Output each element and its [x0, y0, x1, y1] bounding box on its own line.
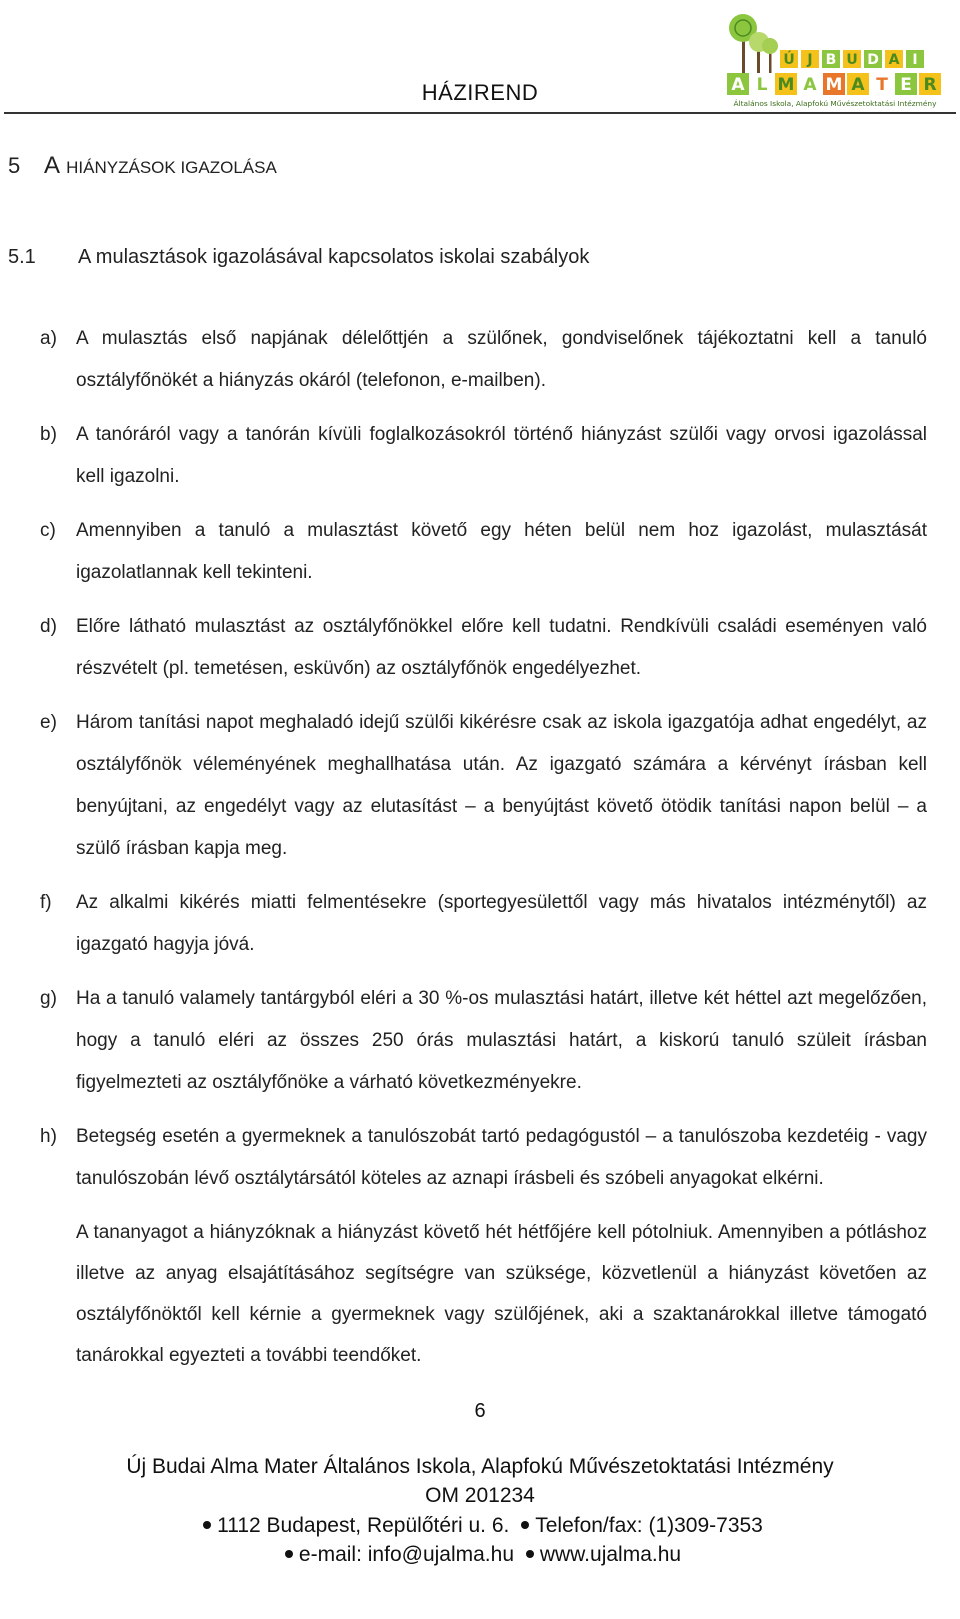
footer-web-line	[0, 1543, 960, 1567]
header-rule	[4, 112, 956, 114]
rules-list	[40, 318, 927, 1376]
svg-text:R: R	[923, 75, 937, 95]
footer-contact-line	[0, 1514, 960, 1538]
list-item	[40, 702, 927, 870]
svg-text:A: A	[851, 75, 865, 95]
svg-text:U: U	[846, 52, 858, 68]
list-item-label: b)	[40, 424, 57, 445]
svg-text:D: D	[867, 52, 879, 68]
list-item-text: A mulasztás első napjának délelőttjén a szülőnek, gondviselőnek tájékoztatni kell a tanuló osztályfőnökét a hiányzás okáról (telefonon, e-mailben).	[76, 328, 927, 391]
svg-text:T: T	[876, 75, 888, 95]
svg-text:M: M	[825, 75, 843, 95]
list-item-label: a)	[40, 328, 57, 349]
svg-text:M: M	[777, 75, 795, 95]
followup-paragraph: A tananyagot a hiányzóknak a hiányzást követő hét hétfőjére kell pótolniuk. Amennyiben a pótláshoz illetve az anyag elsajátításához segítségre van szüksége, közvetlenül a hiányzást követően az osztályfőnöktől kell kérnie a gyermeknek vagy szülőjének, aki a szaktanárokkal illetve támogató tanárokkal egyezteti a további teendőket.	[76, 1222, 927, 1366]
list-item-text: A tanóráról vagy a tanórán kívüli foglalkozásokról történő hiányzást szülői vagy orvosi igazolással kell igazolni.	[76, 424, 927, 487]
list-item-text: Három tanítási napot meghaladó idejű szülői kikérésre csak az iskola igazgatója adhat engedélyt, az osztályfőnök véleményének meghallhatása után. Az igazgató számára a kérvényt írásban kell benyújtani, az engedélyt vagy az elutasítást – a benyújtást követő ötödik tanítási napon belül – a szülő írásban kapja meg.	[76, 712, 927, 859]
list-item	[40, 510, 927, 594]
list-item-text: Ha a tanuló valamely tantárgyból eléri a 30 %-os mulasztási határt, illetve két héttel azt megelőzően, hogy a tanuló eléri az összes 250 órás mulasztási határt, a kiskorú tanuló szüleit írásban figyelmezteti az osztályfőnöke a várható következményekre.	[76, 988, 927, 1093]
list-item	[40, 414, 927, 498]
svg-text:J: J	[807, 52, 813, 68]
chapter-title: HIÁNYZÁSOK IGAZOLÁSA	[66, 158, 277, 177]
logo-tagline: Általános Iskola, Alapfokú Művészetoktatási Intézmény	[733, 99, 937, 108]
svg-text:E: E	[900, 75, 912, 95]
list-item-text: Betegség esetén a gyermeknek a tanulószobát tartó pedagógustól – a tanulószoba kezdetéig - vagy tanulószobán lévő osztálytársától köteles az aznapi írásbeli és szóbeli anyagokat elkérni.	[76, 1126, 927, 1189]
list-item-label: g)	[40, 988, 57, 1009]
svg-text:B: B	[825, 52, 837, 68]
footer-om: OM 201234	[425, 1484, 535, 1507]
logo-trees	[729, 14, 778, 76]
footer-institution: Új Budai Alma Mater Általános Iskola, Alapfokú Művészetoktatási Intézmény	[126, 1455, 834, 1478]
list-item-text: Az alkalmi kikérés miatti felmentésekre (sportegyesülettől vagy más hivatalos intézménytől) az igazgató hagyja jóvá.	[76, 892, 927, 955]
svg-text:Ú: Ú	[783, 52, 795, 68]
footer-phone: Telefon/fax: (1)309-7353	[535, 1514, 763, 1537]
list-item	[40, 1116, 927, 1200]
chapter-first-letter: A	[44, 152, 61, 179]
list-item-text: Amennyiben a tanuló a mulasztást követő egy héten belül nem hoz igazolást, mulasztását igazolatlannak kell tekinteni.	[76, 520, 927, 583]
list-item-label: d)	[40, 616, 57, 637]
svg-text:I: I	[912, 52, 918, 68]
list-item-label: h)	[40, 1126, 57, 1147]
chapter-number: 5	[8, 153, 21, 178]
svg-text:A: A	[888, 52, 900, 68]
list-item-label: e)	[40, 712, 57, 733]
bullet-icon	[526, 1550, 534, 1558]
bullet-icon	[285, 1550, 293, 1558]
logo-bottom-row	[727, 73, 941, 95]
footer-address: 1112 Budapest, Repülőtéri u. 6.	[217, 1514, 510, 1537]
list-item	[40, 606, 927, 690]
list-item-label: f)	[40, 892, 52, 913]
school-logo	[725, 6, 945, 110]
bullet-icon	[521, 1521, 529, 1529]
list-item-label: c)	[40, 520, 56, 541]
page-number: 6	[474, 1400, 486, 1422]
footer-website[interactable]: www.ujalma.hu	[539, 1543, 682, 1566]
svg-text:L: L	[756, 75, 768, 95]
list-item-text: Előre látható mulasztást az osztályfőnökkel előre kell tudatni. Rendkívüli családi eseményen való részvételt (pl. temetésen, esküvőn) az osztályfőnök engedélyezhet.	[76, 616, 927, 679]
list-item	[40, 978, 927, 1104]
header-title: HÁZIREND	[421, 80, 539, 105]
section-heading	[8, 246, 589, 269]
bullet-icon	[203, 1521, 211, 1529]
list-item	[40, 882, 927, 966]
section-title: A mulasztások igazolásával kapcsolatos iskolai szabályok	[78, 246, 590, 268]
list-item	[40, 318, 927, 402]
footer-email[interactable]: e-mail: info@ujalma.hu	[298, 1543, 514, 1566]
logo-top-row	[780, 50, 924, 68]
svg-text:A: A	[803, 75, 817, 95]
chapter-heading	[8, 152, 277, 180]
section-number: 5.1	[8, 246, 36, 268]
svg-text:A: A	[731, 75, 745, 95]
